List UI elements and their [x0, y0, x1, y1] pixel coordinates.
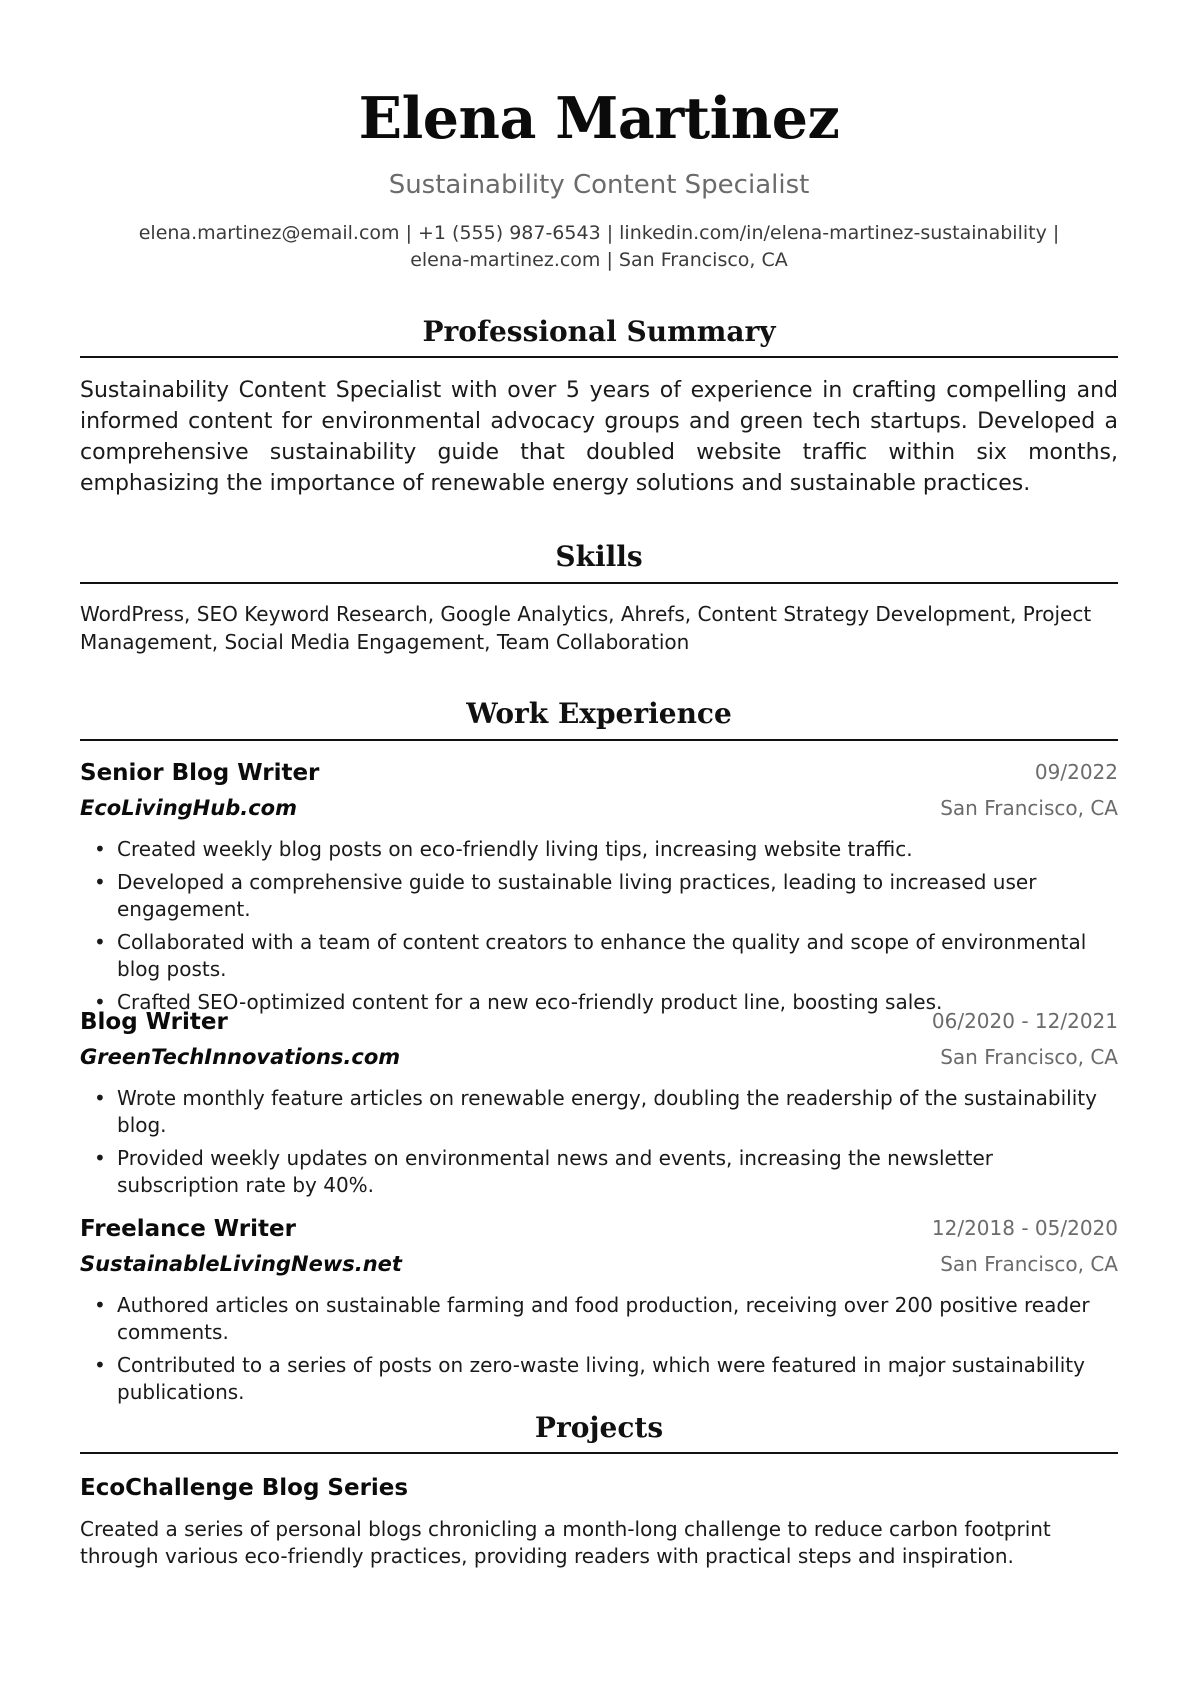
bullet-icon: • — [94, 837, 106, 861]
job-bullet-text: Contributed to a series of posts on zero-waste living, which were featured in major sustainability publications. — [117, 1353, 1085, 1404]
job-bullets — [80, 836, 1118, 1022]
job-location: San Francisco, CA — [940, 1252, 1118, 1276]
summary-divider — [80, 356, 1118, 358]
summary-heading: Professional Summary — [422, 315, 776, 348]
experience-divider — [80, 739, 1118, 741]
skills-divider — [80, 582, 1118, 584]
job-title: Senior Blog Writer — [80, 760, 320, 786]
project-title: EcoChallenge Blog Series — [80, 1475, 409, 1501]
job-bullet-text: Authored articles on sustainable farming and food production, receiving over 200 positive reader comments. — [117, 1293, 1090, 1344]
candidate-name: Elena Martinez — [358, 85, 840, 152]
job-bullets — [80, 1292, 1118, 1412]
skills-heading: Skills — [555, 540, 643, 573]
contact-line-1: elena.martinez@email.com | +1 (555) 987-6543 | linkedin.com/in/elena-martinez-sustainability | — [138, 222, 1060, 244]
bullet-icon: • — [94, 990, 106, 1014]
job-bullet-text: Provided weekly updates on environmental news and events, increasing the newsletter subscription rate by 40%. — [117, 1146, 994, 1197]
bullet-icon: • — [94, 1146, 106, 1170]
contact-info — [80, 220, 1118, 274]
job-bullet — [80, 1085, 1118, 1139]
job-bullet — [80, 1292, 1118, 1346]
contact-line-2: elena-martinez.com | San Francisco, CA — [410, 249, 788, 271]
job-bullet — [80, 1352, 1118, 1406]
job-bullet-text: Wrote monthly feature articles on renewable energy, doubling the readership of the sustainability blog. — [117, 1086, 1097, 1137]
job-bullets — [80, 1085, 1118, 1205]
job-bullet — [80, 929, 1118, 983]
job-bullet — [80, 836, 1118, 863]
job-bullet-text: Created weekly blog posts on eco-friendly living tips, increasing website traffic. — [117, 837, 913, 861]
job-title: Freelance Writer — [80, 1216, 296, 1242]
job-bullet — [80, 1145, 1118, 1199]
job-date: 12/2018 - 05/2020 — [931, 1216, 1118, 1240]
experience-heading: Work Experience — [466, 697, 732, 730]
projects-heading: Projects — [534, 1411, 664, 1444]
job-bullet-text: Developed a comprehensive guide to sustainable living practices, leading to increased user engagement. — [117, 870, 1037, 921]
bullet-icon: • — [94, 1293, 106, 1317]
skills-text: WordPress, SEO Keyword Research, Google Analytics, Ahrefs, Content Strategy Development, Project Management, Social Media Engagement, Team Collaboration — [80, 602, 1092, 654]
job-bullet-text: Collaborated with a team of content creators to enhance the quality and scope of environmental blog posts. — [117, 930, 1087, 981]
projects-divider — [80, 1452, 1118, 1454]
job-company: GreenTechInnovations.com — [80, 1045, 401, 1069]
project-description: Created a series of personal blogs chronicling a month-long challenge to reduce carbon footprint through various eco-friendly practices, providing readers with practical steps and inspiration. — [80, 1517, 1051, 1568]
job-location: San Francisco, CA — [940, 796, 1118, 820]
bullet-icon: • — [94, 1086, 106, 1110]
job-company: EcoLivingHub.com — [80, 796, 297, 820]
job-title-headline: Sustainability Content Specialist — [388, 170, 810, 200]
job-bullet-text: Crafted SEO-optimized content for a new eco-friendly product line, boosting sales. — [117, 990, 943, 1014]
bullet-icon: • — [94, 870, 106, 894]
job-bullet — [80, 869, 1118, 923]
bullet-icon: • — [94, 1353, 106, 1377]
job-title: Blog Writer — [80, 1009, 228, 1035]
job-company: SustainableLivingNews.net — [80, 1252, 402, 1276]
job-date: 06/2020 - 12/2021 — [931, 1009, 1118, 1033]
job-location: San Francisco, CA — [940, 1045, 1118, 1069]
summary-text: Sustainability Content Specialist with over 5 years of experience in crafting compelling and informed content for environmental advocacy groups and green tech startups. Developed a comprehensive sustainability guide that doubled website traffic within six months, emphasizing the importance of renewable energy solutions and sustainable practices. — [80, 378, 1118, 496]
job-date: 09/2022 — [1034, 760, 1118, 784]
bullet-icon: • — [94, 930, 106, 954]
